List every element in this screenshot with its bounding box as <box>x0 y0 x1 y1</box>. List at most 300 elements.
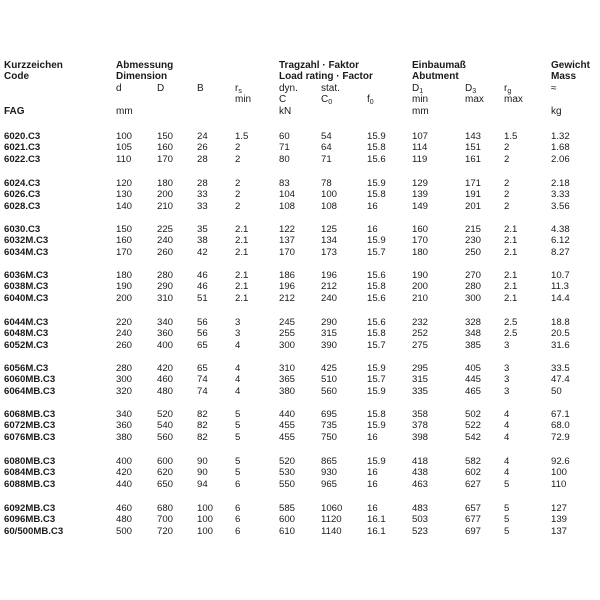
cell-C0-stat: 212 <box>321 281 338 293</box>
cell-C0-stat: 1120 <box>321 514 342 526</box>
cell-C-dyn: 300 <box>279 339 296 351</box>
cell-rg-max: 2 <box>504 178 510 189</box>
cell-f0: 15.8 <box>367 409 386 420</box>
cell-C0-stat: 78 <box>321 178 332 189</box>
cell-D3-max: 300 <box>465 292 482 304</box>
cell-D1-min: 378 <box>412 420 429 432</box>
cell-designation: 6076MB.C3 <box>4 431 56 443</box>
cell-D1-min: 523 <box>412 525 429 537</box>
cell-d: 300 <box>116 374 133 386</box>
cell-D: 600 <box>157 456 174 467</box>
cell-D: 560 <box>157 431 174 443</box>
cell-f0: 15.9 <box>367 131 386 142</box>
cell-C0-stat: 173 <box>321 246 338 258</box>
header-abutment: Abutment <box>412 71 459 82</box>
cell-D1-min: 129 <box>412 178 429 189</box>
cell-D3-max: 657 <box>465 503 482 514</box>
cell-mass: 68.0 <box>551 420 570 432</box>
cell-designation: 60/500MB.C3 <box>4 525 64 537</box>
cell-D1-min: 210 <box>412 292 429 304</box>
cell-mass: 139 <box>551 514 568 526</box>
cell-f0: 15.6 <box>367 153 386 165</box>
cell-B: 100 <box>197 503 214 514</box>
cell-C-dyn: 455 <box>279 420 296 432</box>
cell-d: 360 <box>116 420 133 432</box>
cell-rg-max: 5 <box>504 503 510 514</box>
header-abmessung: Abmessung <box>116 60 174 71</box>
cell-designation: 6048M.C3 <box>4 328 49 340</box>
cell-rs-min: 5 <box>235 420 241 432</box>
cell-designation: 6026.C3 <box>4 189 41 201</box>
cell-rg-max: 1.5 <box>504 131 518 142</box>
cell-designation: 6092MB.C3 <box>4 503 56 514</box>
cell-rs-min: 2 <box>235 178 241 189</box>
cell-C0-stat: 865 <box>321 456 338 467</box>
cell-d: 480 <box>116 514 133 526</box>
header-mass-approx: ≈ <box>551 83 557 94</box>
cell-D3-max: 522 <box>465 420 482 432</box>
cell-D: 520 <box>157 409 174 420</box>
cell-D: 170 <box>157 153 174 165</box>
cell-C-dyn: 137 <box>279 235 296 247</box>
cell-C-dyn: 186 <box>279 270 296 281</box>
header-kurzzeichen: Kurzzeichen <box>4 60 63 71</box>
cell-designation: 6038M.C3 <box>4 281 49 293</box>
cell-designation: 6030.C3 <box>4 224 41 235</box>
cell-B: 90 <box>197 456 208 467</box>
cell-f0: 15.9 <box>367 456 386 467</box>
cell-rg-max: 2.1 <box>504 281 518 293</box>
cell-B: 51 <box>197 292 208 304</box>
cell-f0: 15.6 <box>367 317 386 328</box>
cell-D3-max: 161 <box>465 153 482 165</box>
cell-designation: 6020.C3 <box>4 131 41 142</box>
cell-designation: 6021.C3 <box>4 142 41 154</box>
cell-D: 200 <box>157 189 174 201</box>
cell-C0-stat: 750 <box>321 431 338 443</box>
cell-C-dyn: 60 <box>279 131 290 142</box>
cell-rg-max: 2.5 <box>504 317 518 328</box>
cell-C0-stat: 100 <box>321 189 338 201</box>
cell-C-dyn: 310 <box>279 363 296 374</box>
header-col-B: B <box>197 83 204 94</box>
cell-C-dyn: 550 <box>279 478 296 490</box>
cell-D3-max: 445 <box>465 374 482 386</box>
cell-D3-max: 627 <box>465 478 482 490</box>
cell-designation: 6052M.C3 <box>4 339 49 351</box>
cell-rs-min: 5 <box>235 467 241 479</box>
header-col-rs-min: min <box>235 94 252 105</box>
cell-C0-stat: 315 <box>321 328 338 340</box>
cell-rg-max: 2 <box>504 142 510 154</box>
cell-C-dyn: 80 <box>279 153 290 165</box>
cell-mass: 47.4 <box>551 374 570 386</box>
cell-C0-stat: 196 <box>321 270 338 281</box>
cell-C0-stat: 54 <box>321 131 332 142</box>
cell-B: 28 <box>197 153 208 165</box>
cell-C-dyn: 530 <box>279 467 296 479</box>
header-code: Code <box>4 71 29 82</box>
cell-D3-max: 385 <box>465 339 482 351</box>
cell-D1-min: 232 <box>412 317 429 328</box>
cell-rg-max: 5 <box>504 514 510 526</box>
cell-D3-max: 348 <box>465 328 482 340</box>
header-unit-kg: kg <box>551 106 562 117</box>
cell-mass: 72.9 <box>551 431 570 443</box>
cell-B: 56 <box>197 328 208 340</box>
cell-D1-min: 315 <box>412 374 429 386</box>
cell-designation: 6072MB.C3 <box>4 420 56 432</box>
cell-d: 120 <box>116 178 133 189</box>
cell-rg-max: 2.1 <box>504 224 518 235</box>
cell-mass: 110 <box>551 478 567 490</box>
cell-B: 33 <box>197 200 208 212</box>
cell-mass: 50 <box>551 385 562 397</box>
header-gewicht: Gewicht <box>551 60 590 71</box>
cell-C0-stat: 695 <box>321 409 338 420</box>
header-col-C: C <box>279 94 287 105</box>
cell-f0: 15.9 <box>367 235 386 247</box>
cell-rg-max: 2 <box>504 189 510 201</box>
cell-designation: 6034M.C3 <box>4 246 49 258</box>
cell-mass: 67.1 <box>551 409 570 420</box>
cell-d: 170 <box>116 246 133 258</box>
cell-rs-min: 6 <box>235 525 241 537</box>
cell-rs-min: 2.1 <box>235 270 249 281</box>
cell-designation: 6064MB.C3 <box>4 385 56 397</box>
cell-C-dyn: 83 <box>279 178 290 189</box>
cell-B: 28 <box>197 178 208 189</box>
cell-f0: 15.9 <box>367 385 386 397</box>
cell-B: 26 <box>197 142 208 154</box>
cell-rs-min: 4 <box>235 363 241 374</box>
cell-f0: 15.6 <box>367 270 386 281</box>
cell-f0: 15.9 <box>367 420 386 432</box>
cell-rs-min: 2 <box>235 153 241 165</box>
cell-d: 200 <box>116 292 133 304</box>
cell-D: 160 <box>157 142 174 154</box>
cell-rg-max: 2 <box>504 200 510 212</box>
cell-rs-min: 2.1 <box>235 281 249 293</box>
cell-D: 420 <box>157 363 174 374</box>
cell-rg-max: 4 <box>504 409 510 420</box>
cell-C0-stat: 240 <box>321 292 338 304</box>
cell-D1-min: 295 <box>412 363 429 374</box>
cell-D3-max: 328 <box>465 317 482 328</box>
cell-f0: 16 <box>367 431 378 443</box>
cell-C-dyn: 71 <box>279 142 290 154</box>
cell-C-dyn: 520 <box>279 456 296 467</box>
cell-C0-stat: 425 <box>321 363 338 374</box>
cell-designation: 6036M.C3 <box>4 270 49 281</box>
cell-rg-max: 3 <box>504 385 510 397</box>
cell-D3-max: 151 <box>465 142 482 154</box>
cell-B: 33 <box>197 189 208 201</box>
cell-D1-min: 119 <box>412 153 428 165</box>
header-col-f0: $f_0$ <box>367 94 374 106</box>
cell-rs-min: 2.1 <box>235 235 249 247</box>
cell-C-dyn: 170 <box>279 246 296 258</box>
cell-f0: 16 <box>367 224 378 235</box>
cell-f0: 15.8 <box>367 142 386 154</box>
cell-D1-min: 149 <box>412 200 429 212</box>
cell-designation: 6024.C3 <box>4 178 41 189</box>
header-unit-mm-abutment: mm <box>412 106 429 117</box>
cell-C-dyn: 122 <box>279 224 296 235</box>
header-col-D: D <box>157 83 165 94</box>
cell-C-dyn: 610 <box>279 525 296 537</box>
cell-mass: 92.6 <box>551 456 570 467</box>
cell-f0: 15.8 <box>367 281 386 293</box>
cell-D3-max: 697 <box>465 525 482 537</box>
cell-rg-max: 2.1 <box>504 246 518 258</box>
header-dimension: Dimension <box>116 71 168 82</box>
cell-B: 82 <box>197 409 208 420</box>
cell-D3-max: 677 <box>465 514 482 526</box>
cell-C-dyn: 365 <box>279 374 296 386</box>
cell-mass: 4.38 <box>551 224 570 235</box>
cell-C-dyn: 600 <box>279 514 296 526</box>
cell-D1-min: 139 <box>412 189 429 201</box>
cell-D3-max: 270 <box>465 270 482 281</box>
cell-rg-max: 3 <box>504 363 510 374</box>
cell-D: 310 <box>157 292 174 304</box>
cell-d: 420 <box>116 467 133 479</box>
cell-rs-min: 6 <box>235 478 241 490</box>
cell-rg-max: 5 <box>504 525 510 537</box>
cell-mass: 33.5 <box>551 363 570 374</box>
cell-d: 110 <box>116 153 132 165</box>
cell-rg-max: 2.1 <box>504 270 518 281</box>
cell-D1-min: 483 <box>412 503 429 514</box>
cell-designation: 6088MB.C3 <box>4 478 56 490</box>
cell-C-dyn: 380 <box>279 385 296 397</box>
header-unit-mm-dimension: mm <box>116 106 133 117</box>
cell-C0-stat: 965 <box>321 478 338 490</box>
cell-d: 105 <box>116 142 133 154</box>
cell-designation: 6068MB.C3 <box>4 409 56 420</box>
cell-mass: 6.12 <box>551 235 570 247</box>
cell-f0: 16 <box>367 478 378 490</box>
cell-d: 240 <box>116 328 133 340</box>
cell-mass: 2.06 <box>551 153 570 165</box>
header-col-D1: $D_1$ <box>412 83 424 95</box>
cell-C0-stat: 735 <box>321 420 338 432</box>
cell-rs-min: 4 <box>235 374 241 386</box>
cell-B: 100 <box>197 525 214 537</box>
cell-D1-min: 275 <box>412 339 429 351</box>
cell-rs-min: 5 <box>235 431 241 443</box>
cell-rg-max: 2 <box>504 153 510 165</box>
cell-C0-stat: 71 <box>321 153 332 165</box>
cell-D: 280 <box>157 270 174 281</box>
cell-mass: 3.56 <box>551 200 570 212</box>
header-col-rs: $r_s$ <box>235 83 242 95</box>
cell-rs-min: 2.1 <box>235 246 249 258</box>
cell-C-dyn: 245 <box>279 317 296 328</box>
cell-D: 240 <box>157 235 174 247</box>
cell-C0-stat: 108 <box>321 200 338 212</box>
cell-D: 460 <box>157 374 174 386</box>
cell-C0-stat: 134 <box>321 235 338 247</box>
cell-C0-stat: 64 <box>321 142 332 154</box>
cell-C0-stat: 125 <box>321 224 338 235</box>
cell-rg-max: 2.1 <box>504 235 518 247</box>
cell-D3-max: 465 <box>465 385 482 397</box>
cell-D3-max: 171 <box>465 178 482 189</box>
cell-C-dyn: 196 <box>279 281 296 293</box>
cell-D1-min: 398 <box>412 431 429 443</box>
cell-D1-min: 503 <box>412 514 429 526</box>
cell-rs-min: 3 <box>235 317 241 328</box>
cell-D3-max: 143 <box>465 131 482 142</box>
cell-rs-min: 4 <box>235 385 241 397</box>
header-load-rating: Load rating · Factor <box>279 71 373 82</box>
cell-mass: 1.68 <box>551 142 570 154</box>
cell-rg-max: 4 <box>504 431 510 443</box>
cell-d: 180 <box>116 270 133 281</box>
cell-B: 24 <box>197 131 208 142</box>
cell-C0-stat: 930 <box>321 467 338 479</box>
cell-d: 280 <box>116 363 133 374</box>
cell-C-dyn: 104 <box>279 189 296 201</box>
cell-d: 460 <box>116 503 133 514</box>
cell-B: 56 <box>197 317 208 328</box>
cell-B: 46 <box>197 281 208 293</box>
header-col-rg-max: max <box>504 94 523 105</box>
cell-mass: 1.32 <box>551 131 570 142</box>
cell-B: 74 <box>197 385 208 397</box>
cell-D1-min: 114 <box>412 142 428 154</box>
cell-f0: 15.7 <box>367 339 386 351</box>
cell-d: 340 <box>116 409 133 420</box>
cell-C-dyn: 108 <box>279 200 296 212</box>
cell-rs-min: 4 <box>235 339 241 351</box>
cell-d: 100 <box>116 131 133 142</box>
cell-D1-min: 418 <box>412 456 429 467</box>
cell-D3-max: 582 <box>465 456 482 467</box>
cell-D3-max: 602 <box>465 467 482 479</box>
cell-mass: 3.33 <box>551 189 570 201</box>
cell-D1-min: 170 <box>412 235 429 247</box>
cell-mass: 100 <box>551 467 568 479</box>
cell-f0: 15.8 <box>367 328 386 340</box>
cell-f0: 16 <box>367 503 378 514</box>
cell-C-dyn: 255 <box>279 328 296 340</box>
cell-f0: 16 <box>367 467 378 479</box>
cell-f0: 15.8 <box>367 189 386 201</box>
cell-B: 82 <box>197 431 208 443</box>
header-tragzahl: Tragzahl · Faktor <box>279 60 360 71</box>
cell-d: 160 <box>116 235 133 247</box>
cell-designation: 6028.C3 <box>4 200 41 212</box>
cell-mass: 127 <box>551 503 568 514</box>
cell-B: 35 <box>197 224 208 235</box>
cell-rs-min: 2 <box>235 200 241 212</box>
cell-rs-min: 5 <box>235 456 241 467</box>
cell-designation: 6084MB.C3 <box>4 467 56 479</box>
cell-d: 140 <box>116 200 133 212</box>
cell-D: 720 <box>157 525 174 537</box>
cell-D1-min: 160 <box>412 224 429 235</box>
cell-D3-max: 191 <box>465 189 482 201</box>
cell-mass: 11.3 <box>551 281 569 293</box>
cell-d: 320 <box>116 385 133 397</box>
cell-B: 38 <box>197 235 208 247</box>
header-col-D1-min: min <box>412 94 429 105</box>
cell-mass: 10.7 <box>551 270 570 281</box>
cell-designation: 6044M.C3 <box>4 317 49 328</box>
cell-designation: 6060MB.C3 <box>4 374 56 386</box>
cell-designation: 6080MB.C3 <box>4 456 56 467</box>
header-col-D3: $D_3$ <box>465 83 477 95</box>
cell-D3-max: 250 <box>465 246 482 258</box>
cell-rs-min: 2.1 <box>235 292 249 304</box>
header-col-C0: $C_0$ <box>321 94 333 106</box>
cell-D1-min: 358 <box>412 409 429 420</box>
cell-d: 150 <box>116 224 133 235</box>
cell-rs-min: 2.1 <box>235 224 249 235</box>
cell-rs-min: 2 <box>235 189 241 201</box>
cell-designation: 6032M.C3 <box>4 235 49 247</box>
cell-B: 65 <box>197 339 208 351</box>
cell-C0-stat: 390 <box>321 339 338 351</box>
cell-B: 90 <box>197 467 208 479</box>
cell-designation: 6022.C3 <box>4 153 41 165</box>
cell-C-dyn: 440 <box>279 409 296 420</box>
cell-f0: 15.7 <box>367 374 386 386</box>
cell-rs-min: 2 <box>235 142 241 154</box>
cell-D1-min: 180 <box>412 246 429 258</box>
cell-d: 400 <box>116 456 133 467</box>
cell-mass: 137 <box>551 525 568 537</box>
cell-D3-max: 280 <box>465 281 482 293</box>
header-mass: Mass <box>551 71 577 82</box>
cell-D: 210 <box>157 200 174 212</box>
cell-D1-min: 190 <box>412 270 429 281</box>
cell-D: 340 <box>157 317 174 328</box>
cell-mass: 8.27 <box>551 246 570 258</box>
cell-C0-stat: 1060 <box>321 503 343 514</box>
cell-D3-max: 542 <box>465 431 482 443</box>
cell-d: 500 <box>116 525 133 537</box>
cell-D: 480 <box>157 385 174 397</box>
cell-d: 440 <box>116 478 133 490</box>
cell-C-dyn: 585 <box>279 503 296 514</box>
cell-mass: 20.5 <box>551 328 570 340</box>
cell-C0-stat: 510 <box>321 374 338 386</box>
cell-d: 130 <box>116 189 133 201</box>
header-col-D3-max: max <box>465 94 484 105</box>
cell-d: 260 <box>116 339 133 351</box>
cell-rg-max: 5 <box>504 478 510 490</box>
cell-f0: 16.1 <box>367 514 386 526</box>
cell-D1-min: 107 <box>412 131 429 142</box>
header-col-d: d <box>116 83 122 94</box>
cell-f0: 15.9 <box>367 363 386 374</box>
cell-f0: 15.9 <box>367 178 386 189</box>
cell-C0-stat: 1140 <box>321 525 342 537</box>
cell-D: 680 <box>157 503 174 514</box>
cell-D1-min: 463 <box>412 478 429 490</box>
cell-D3-max: 502 <box>465 409 482 420</box>
cell-B: 42 <box>197 246 208 258</box>
cell-f0: 15.7 <box>367 246 386 258</box>
cell-D3-max: 201 <box>465 200 482 212</box>
cell-rg-max: 4 <box>504 456 510 467</box>
cell-B: 100 <box>197 514 214 526</box>
header-einbaumass: Einbaumaß <box>412 60 466 71</box>
